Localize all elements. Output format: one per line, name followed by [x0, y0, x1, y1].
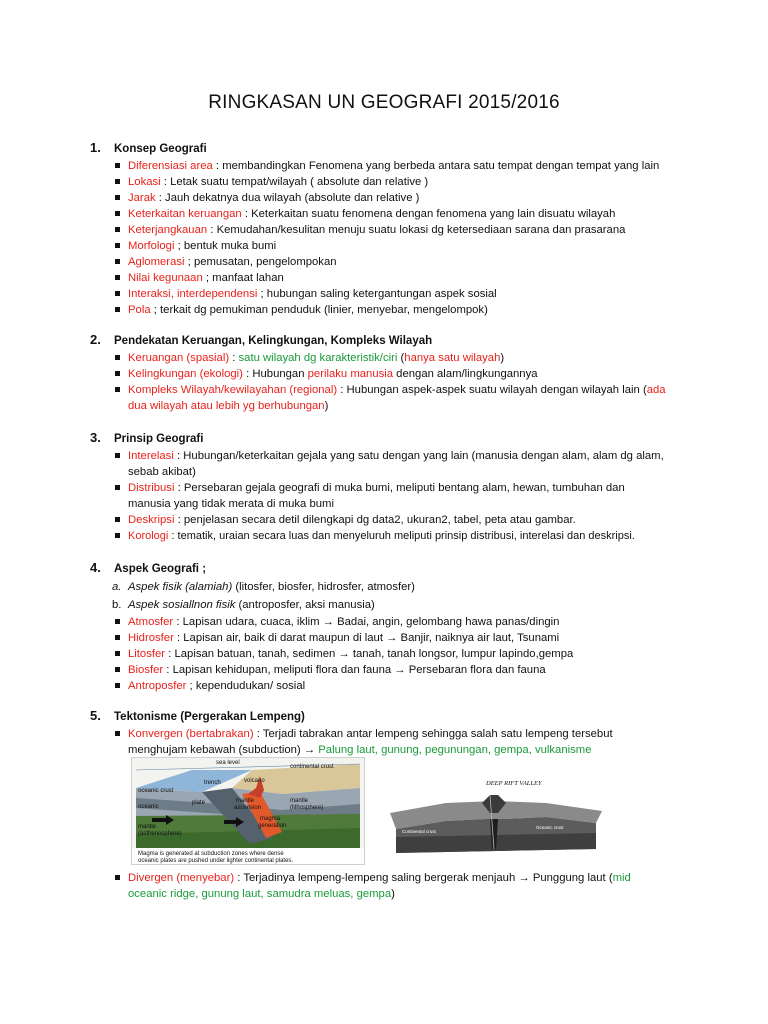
- section-number: 5.: [90, 708, 101, 723]
- list-item: Interelasi : Hubungan/keterkaitan gejala yang satu dengan yang lain (manusia dengan alam, alam dg alam, sebab akibat): [90, 448, 690, 480]
- section-title: Aspek Geografi ;: [114, 563, 207, 575]
- label-oceanic-crust-2: Oceanic crust: [536, 825, 564, 830]
- figure1-caption-line2: oceanic plates are pushed under lighter continental plates.: [138, 858, 294, 864]
- list-item: Atmosfer : Lapisan udara, cuaca, iklim → Badai, angin, gelombang hawa panas/dingin: [90, 614, 690, 630]
- label-plate: plate: [192, 800, 206, 806]
- label-volcano: volcano: [244, 778, 265, 784]
- label-mantle-asc: mantle: [236, 798, 255, 804]
- section-number: 4.: [90, 560, 101, 575]
- section-konsep-geografi: [90, 140, 690, 318]
- label-generation: generation: [258, 823, 287, 829]
- label-deep-rift-valley: DEEP RIFT VALLEY: [486, 780, 542, 787]
- list-item: Keterjangkauan : Kemudahan/kesulitan menuju suatu lokasi dg ketersediaan sarana dan prasarana: [90, 222, 690, 238]
- list-item: a. Aspek fisik (alamiah) (litosfer, biosfer, hidrosfer, atmosfer): [112, 581, 415, 593]
- list-item: Distribusi : Persebaran gejala geografi di muka bumi, meliputi bentang alam, hewan, tumbuhan dan manusia yang tidak merata di muka bumi: [90, 480, 690, 512]
- list-item: Kompleks Wilayah/kewilayahan (regional) : Hubungan aspek-aspek suatu wilayah dengan wilayah lain (ada dua wilayah atau lebih yg berhubungan): [90, 382, 690, 414]
- list-item: Jarak : Jauh dekatnya dua wilayah (absolute dan relative ): [90, 190, 690, 206]
- list-item: Deskripsi : penjelasan secara detil dilengkapi dg data2, ukuran2, tabel, peta atau gambar.: [90, 512, 690, 528]
- page-title: RINGKASAN UN GEOGRAFI 2015/2016: [208, 92, 560, 113]
- list-item: Antroposfer ; kependudukan/ sosial: [90, 678, 690, 694]
- section-prinsip-geografi: [90, 430, 690, 544]
- label-ascension: ascension: [234, 805, 262, 811]
- list-item: Kelingkungan (ekologi) : Hubungan perilaku manusia dengan alam/lingkungannya: [90, 366, 690, 382]
- list-item: Morfologi ; bentuk muka bumi: [90, 238, 690, 254]
- label-oceanic-crust: oceanic crust: [138, 788, 174, 794]
- list-item: Litosfer : Lapisan batuan, tanah, sedimen → tanah, tanah longsor, lumpur lapindo,gempa: [90, 646, 690, 662]
- section-title: Konsep Geografi: [114, 143, 207, 155]
- section-number: 3.: [90, 430, 101, 445]
- label-mantle-lith: mantle: [290, 798, 309, 804]
- list-item: b. Aspek sosiallnon fisik (antroposfer, aksi manusia): [112, 599, 375, 611]
- list-item: Diferensiasi area : membandingkan Fenomena yang berbeda antara satu tempat dengan tempat yang lain: [90, 158, 690, 174]
- label-continental-crust-2: Continental crust: [402, 829, 436, 834]
- label-magma: magma: [260, 816, 281, 822]
- list-item: Korologi : tematik, uraian secara luas dan menyeluruh meliputi prinsip distribusi, interelasi dan deskripsi.: [90, 528, 690, 544]
- section-number: 2.: [90, 332, 101, 347]
- list-item: Konvergen (bertabrakan) : Terjadi tabrakan antar lempeng sehingga salah satu lempeng tersebut menghujam kebawah (subduction) → Palung laut, gunung, pegunungan, gempa, vulkanisme: [90, 726, 690, 758]
- section-aspek-geografi: [90, 560, 690, 694]
- section-title: Pendekatan Keruangan, Kelingkungan, Kompleks Wilayah: [114, 335, 433, 347]
- label-oceanic: oceanic: [138, 804, 159, 810]
- label-sea-level: sea level: [216, 760, 240, 766]
- section-tektonisme: [90, 708, 690, 758]
- section-tektonisme-cont: [90, 870, 690, 902]
- list-item: Biosfer : Lapisan kehidupan, meliputi flora dan fauna → Persebaran flora dan fauna: [90, 662, 690, 678]
- rift-valley-diagram-image: [386, 773, 606, 863]
- section-number: 1.: [90, 140, 101, 155]
- list-item: Interaksi, interdependensi ; hubungan saling ketergantungan aspek sosial: [90, 286, 690, 302]
- label-lith: (lithosphere): [290, 805, 324, 811]
- list-item: Keruangan (spasial) : satu wilayah dg karakteristik/ciri (hanya satu wilayah): [90, 350, 690, 366]
- list-item: Pola ; terkait dg pemukiman penduduk (linier, menyebar, mengelompok): [90, 302, 690, 318]
- figure1-caption-line1: Magma is generated at subduction zones where dense: [138, 851, 284, 857]
- section-pendekatan: [90, 332, 690, 414]
- section-title: Prinsip Geografi: [114, 433, 204, 445]
- label-continental-crust: continental crust: [290, 764, 334, 770]
- section-title: Tektonisme (Pergerakan Lempeng): [114, 711, 305, 723]
- list-item: Divergen (menyebar) : Terjadinya lempeng-lempeng saling bergerak menjauh → Punggung laut (mid oceanic ridge, gunung laut, samudra meluas, gempa): [90, 870, 690, 902]
- label-trench: trench: [204, 780, 221, 786]
- list-item: Nilai kegunaan ; manfaat lahan: [90, 270, 690, 286]
- label-asth: (asthenosphere): [138, 831, 182, 837]
- list-item: Aglomerasi ; pemusatan, pengelompokan: [90, 254, 690, 270]
- list-item: Lokasi : Letak suatu tempat/wilayah ( absolute dan relative ): [90, 174, 690, 190]
- label-mantle-asth: mantle: [138, 824, 157, 830]
- subduction-diagram-image: [131, 757, 365, 865]
- list-item: Hidrosfer : Lapisan air, baik di darat maupun di laut → Banjir, naiknya air laut, Tsunami: [90, 630, 690, 646]
- list-item: Keterkaitan keruangan : Keterkaitan suatu fenomena dengan fenomena yang lain disuatu wilayah: [90, 206, 690, 222]
